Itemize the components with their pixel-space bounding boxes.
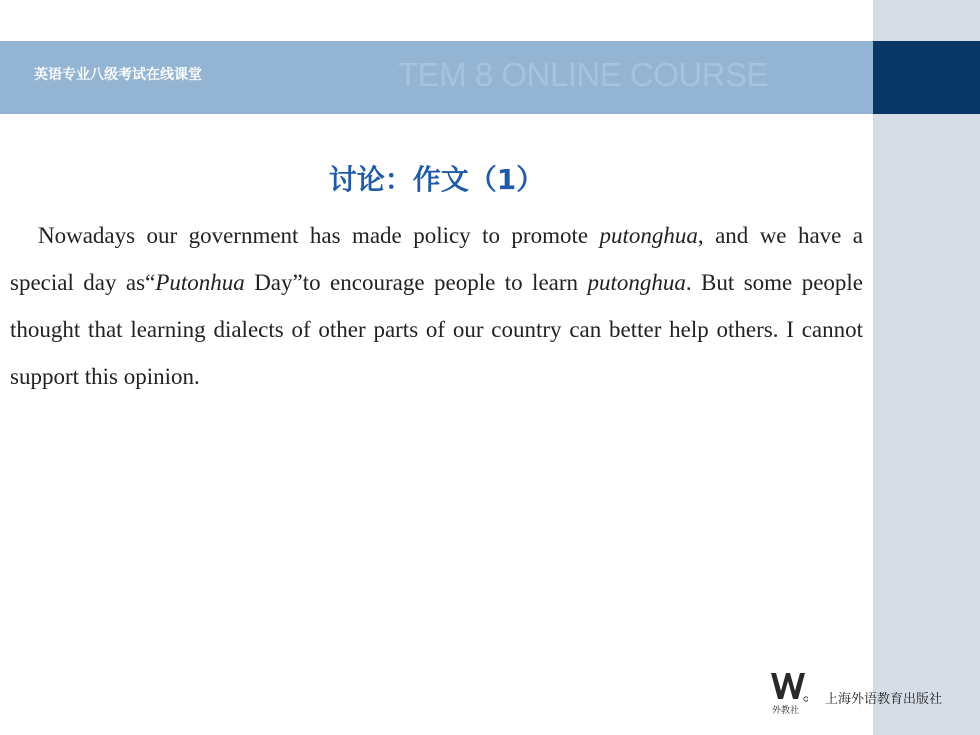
prompt-italic-term: putonghua	[587, 270, 686, 295]
slide-title: 讨论：作文（1）	[328, 163, 545, 196]
prompt-text: , and we have a special day as“	[10, 223, 863, 295]
prompt-text: . But some people thought that learning dialects of other parts of our country can better help others. I cannot support this opinion.	[10, 270, 864, 389]
prompt-italic-term: putonghua	[599, 223, 698, 248]
essay-prompt-paragraph	[10, 212, 863, 400]
prompt-text: Day”to encourage people to learn	[244, 270, 588, 295]
prompt-text: Nowadays our government has made policy to promote	[38, 223, 600, 248]
publisher-logo-icon	[768, 669, 808, 717]
header-dark-block	[873, 41, 980, 114]
header-chinese-title: 英语专业八级考试在线课堂	[34, 67, 202, 83]
footer	[768, 669, 968, 717]
header-english-title: TEM 8 ONLINE COURSE	[398, 56, 769, 93]
publisher-name: 上海外语教育出版社	[825, 692, 943, 707]
prompt-italic-term: Putonhua	[155, 270, 245, 295]
logo-subtext: 外教社	[772, 706, 800, 716]
